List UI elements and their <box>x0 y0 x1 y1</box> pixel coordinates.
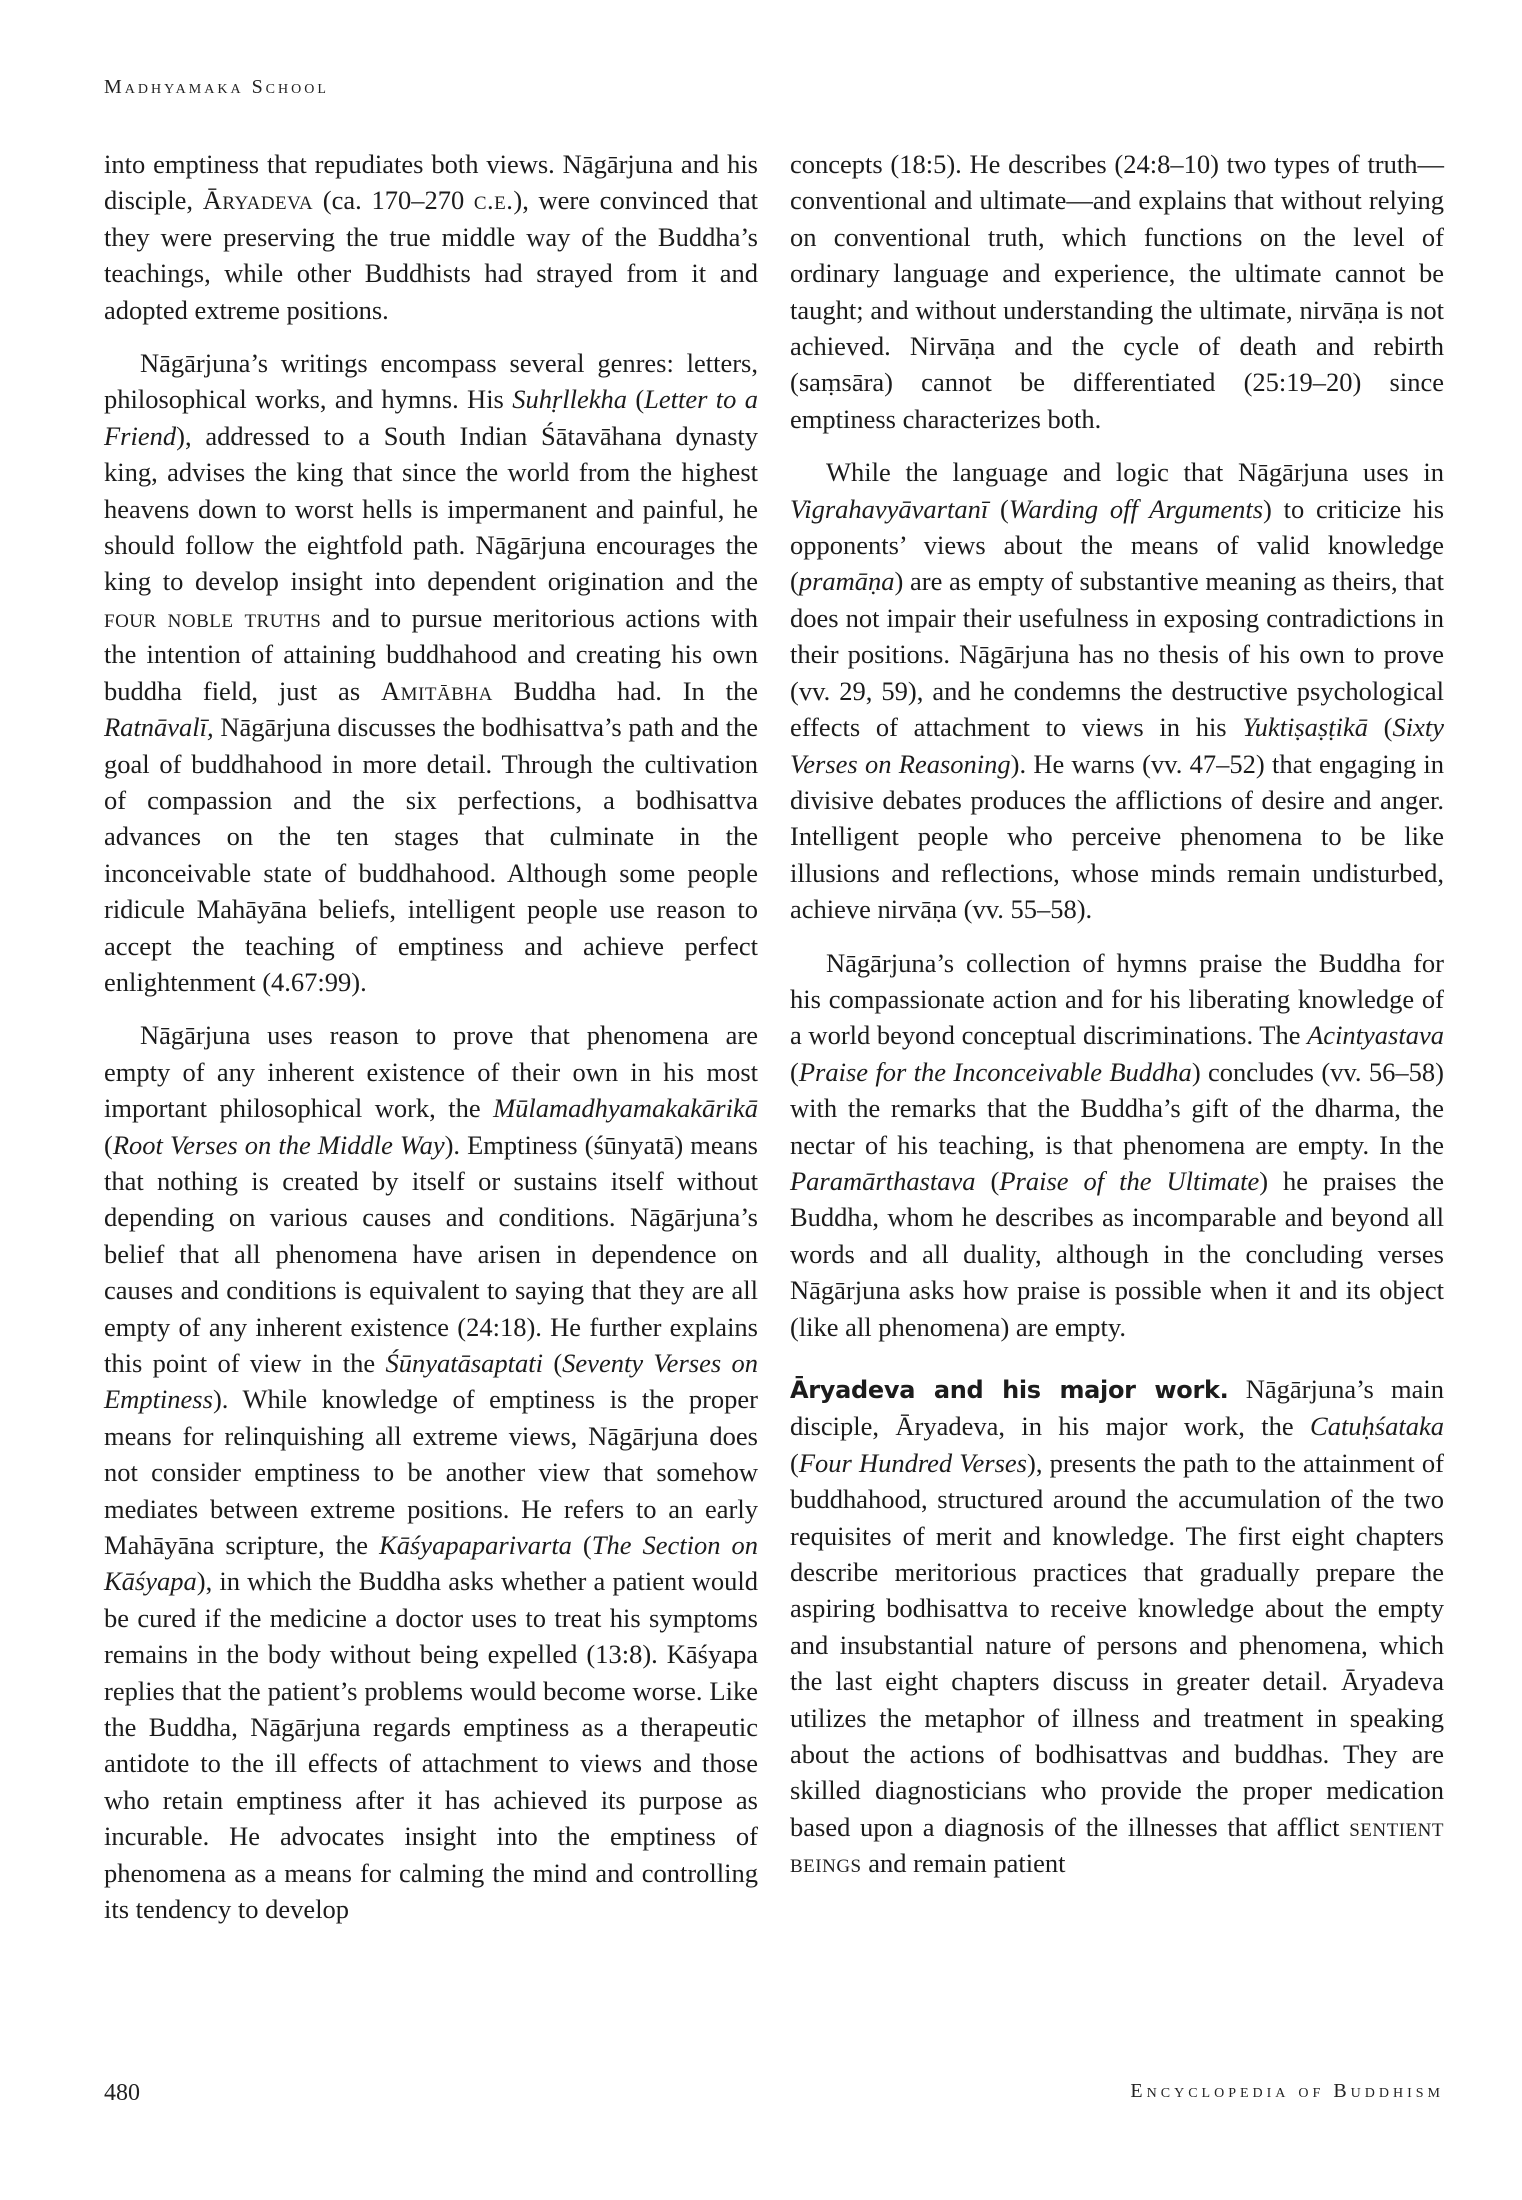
text-run: ). Emptiness (śūnyatā) means that nothing is created by itself or sustains itself without depending on various causes and conditions. Nāgārjuna’s belief that all phenomena have arisen in dependence on causes and conditions is equivalent to saying that they are all empty of any inherent existence (24:18). He further explains this point of view in the <box>104 1129 758 1378</box>
italic-title: Praise of the Ultimate <box>999 1165 1260 1196</box>
right-column <box>790 146 1444 1899</box>
italic-title: Yuktiṣaṣṭikā <box>1242 712 1368 743</box>
italic-title: Acintyastava <box>1307 1020 1444 1051</box>
text-run: c.e. <box>473 185 514 216</box>
italic-title: Praise for the Inconceivable Buddha <box>798 1056 1192 1087</box>
left-column <box>104 146 758 1945</box>
text-run: ( <box>627 384 645 415</box>
paragraph <box>790 454 1444 927</box>
text-run: Nāgārjuna’s writings encompass several genres: letters, philosophical works, and hymns. His <box>104 348 758 415</box>
italic-title: Letter to a Friend <box>104 384 758 451</box>
text-run: ( <box>790 1447 799 1478</box>
text-run: Nāgārjuna’s main disciple, Āryadeva, in his major work, the <box>790 1374 1444 1442</box>
text-run: Buddha had. In the <box>492 675 758 706</box>
italic-term: pramāṇa <box>798 566 895 597</box>
text-run: concepts (18:5). He describes (24:8–10) two types of truth—conventional and ultimate—and explains that without relying on conventional truth, which functions on the level of ordinary language and experience, the ultimate cannot be taught; and without understanding the ultimate, nirvāṇa is not achieved. Nirvāṇa and the cycle of death and rebirth (saṃsāra) cannot be differentiated (25:19–20) since emptiness characterizes both. <box>790 149 1444 434</box>
cross-reference-link[interactable]: sentient beings <box>790 1811 1444 1879</box>
text-run: ( <box>542 1348 563 1378</box>
text-run: ). While knowledge of emptiness is the proper means for relinquishing all extreme views, Nāgārjuna does not consider emptiness to be another view that somehow mediates between extreme positions. He refers to an early Mahāyāna scripture, the <box>104 1384 758 1561</box>
italic-title: Mūlamadhyamakakārikā <box>493 1093 758 1124</box>
text-run: ), addressed to a South Indian Śātavāhana dynasty king, advises the king that since the world from the highest heavens down to worst hells is impermanent and painful, he should follow the eightfold path. Nāgārjuna encourages the king to develop insight into dependent origination and the <box>104 420 758 597</box>
italic-title: Suhṛllekha <box>512 384 628 415</box>
running-head: Madhyamaka School <box>104 76 329 98</box>
paragraph <box>790 945 1444 1345</box>
text-run: (ca. 170–270 <box>313 185 474 216</box>
italic-title: Ratnāvalī, <box>104 712 214 743</box>
italic-title: The Section on Kāśyapa <box>104 1530 759 1597</box>
italic-title: Śūnyatāsaptati <box>385 1348 543 1378</box>
paragraph <box>104 345 758 1000</box>
italic-title: Seventy Verses on Emptiness <box>104 1348 758 1415</box>
text-run: While the language and logic that Nāgārjuna uses in <box>826 457 1444 488</box>
paragraph <box>104 146 758 328</box>
cross-reference-link[interactable]: four noble truths <box>104 602 322 633</box>
text-run: ( <box>1367 712 1393 743</box>
page-number: 480 <box>104 2080 140 2106</box>
paragraph <box>104 1017 758 1927</box>
text-run: into emptiness that repudiates both views. Nāgārjuna and his disciple, <box>104 149 758 216</box>
text-run: ) to criticize his opponents’ views about the means of valid knowledge ( <box>790 493 1445 597</box>
text-run: ) he praises the Buddha, whom he describes as incomparable and beyond all words and all duality, although in the concluding verses Nāgārjuna asks how praise is possible when it and its object (like all phenomena) are empty. <box>790 1165 1444 1342</box>
text-run: ) concludes (vv. 56–58) with the remarks that the Buddha’s gift of the dharma, the nectar of his teaching, is that phenomena are empty. In the <box>790 1056 1444 1160</box>
italic-title: Catuḥśataka <box>1310 1411 1444 1442</box>
italic-title: Warding off Arguments <box>1008 493 1264 524</box>
italic-title: Sixty Verses on Reasoning <box>790 712 1444 779</box>
text-run: ( <box>104 1129 113 1160</box>
section-heading: Āryadeva and his major work. <box>790 1376 1229 1404</box>
cross-reference-link[interactable]: Āryadeva <box>202 185 314 216</box>
text-run: ). He warns (vv. 47–52) that engaging in divisive debates produces the afflictions of desire and anger. Intelligent people who perceive phenomena to be like illusions and reflections, whose minds remain undisturbed, achieve nirvāṇa (vv. 55–58). <box>790 748 1444 925</box>
paragraph <box>790 1371 1444 1882</box>
text-run: ( <box>988 493 1009 524</box>
text-run: ), presents the path to the attainment of buddhahood, structured around the accumulation of the two requisites of merit and knowledge. The first eight chapters describe meritorious practices that gradually prepare the aspiring bodhisattva to receive knowledge about the empty and insubstantial nature of persons and phenomena, which the last eight chapters discuss in greater detail. Āryadeva utilizes the metaphor of illness and treatment in speaking about the actions of bodhisattvas and buddhas. They are skilled diagnosticians who provide the proper medication based upon a diagnosis of the illnesses that afflict <box>790 1447 1444 1842</box>
italic-title: Four Hundred Verses <box>798 1447 1027 1478</box>
text-run: and to pursue meritorious actions with the intention of attaining buddhahood and creating his own buddha field, just as <box>104 602 759 706</box>
text-run: Nāgārjuna uses reason to prove that phenomena are empty of any inherent existence of their own in his most important philosophical work, the <box>104 1020 758 1124</box>
book-title: Encyclopedia of Buddhism <box>1130 2080 1444 2102</box>
paragraph <box>790 146 1444 437</box>
text-run: ) are as empty of substantive meaning as theirs, that does not impair their usefulness in exposing contradictions in their positions. Nāgārjuna has no thesis of his own to prove (vv. 29, 59), and he condemns the destructive psychological effects of attachment to views in his <box>790 566 1444 743</box>
text-run: ), were convinced that they were preserving the true middle way of the Buddha’s teachings, while other Buddhists had strayed from it and adopted extreme positions. <box>104 185 758 325</box>
italic-title: Vigrahavyāvartanī <box>790 493 989 524</box>
cross-reference-link[interactable]: Amitābha <box>380 675 493 706</box>
italic-title: Paramārthastava <box>790 1165 976 1196</box>
text-run: ( <box>975 1165 1000 1196</box>
text-run: ( <box>571 1530 592 1561</box>
text-run: Nāgārjuna’s collection of hymns praise the Buddha for his compassionate action and for his liberating knowledge of a world beyond conceptual discriminations. The <box>790 947 1444 1051</box>
text-run: ( <box>790 1056 799 1087</box>
text-run: and remain patient <box>861 1848 1066 1879</box>
italic-title: Kāśyapaparivarta <box>379 1530 572 1561</box>
italic-title: Root Verses on the Middle Way <box>112 1129 445 1160</box>
text-run: Nāgārjuna discusses the bodhisattva’s path and the goal of buddhahood in more detail. Through the cultivation of compassion and the six perfections, a bodhisattva advances on the ten stages that culminate in the inconceivable state of buddhahood. Although some people ridicule Mahāyāna beliefs, intelligent people use reason to accept the teaching of emptiness and achieve perfect enlightenment (4.67:99). <box>104 712 758 997</box>
text-run: ), in which the Buddha asks whether a patient would be cured if the medicine a doctor uses to treat his symptoms remains in the body without being expelled (13:8). Kāśyapa replies that the patient’s problems would become worse. Like the Buddha, Nāgārjuna regards emptiness as a therapeutic antidote to the ill effects of attachment to views and those who retain emptiness after it has achieved its purpose as incurable. He advocates insight into the emptiness of phenomena as a means for calming the mind and controlling its tendency to develop <box>104 1566 758 1925</box>
